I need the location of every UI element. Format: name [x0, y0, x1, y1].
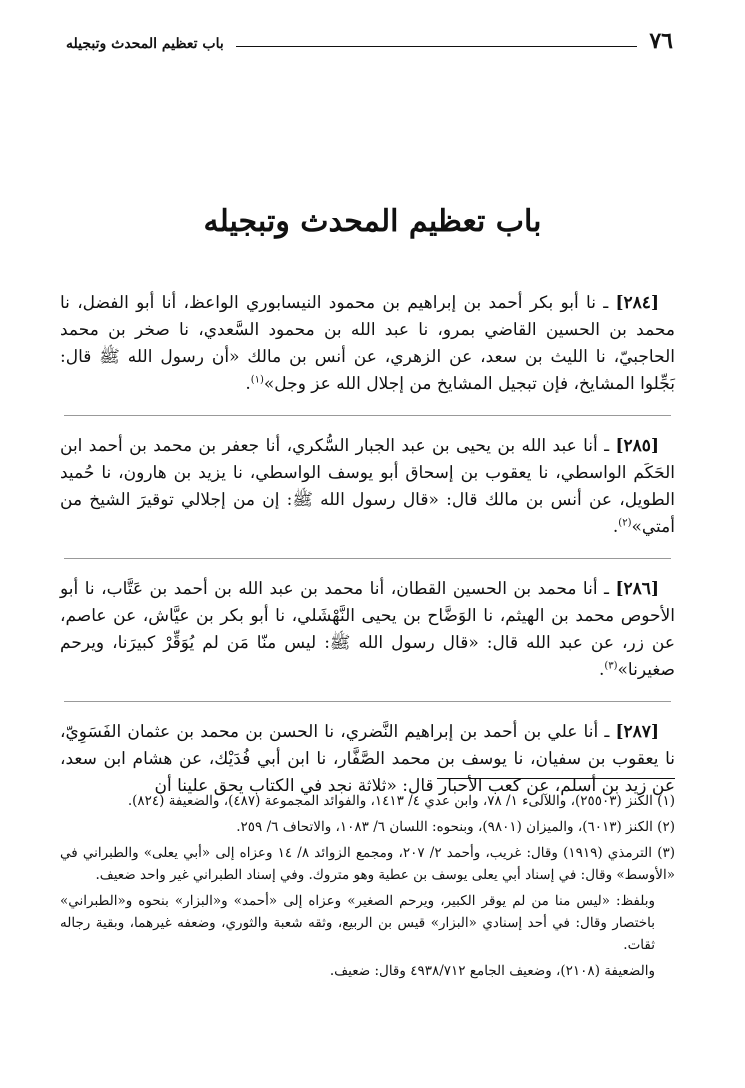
- hadith-list: [60, 290, 675, 817]
- header-rule: [236, 46, 638, 47]
- footnote-ref: (٢): [618, 517, 632, 529]
- hadith-text: ـ نا أبو بكر أحمد بن إبراهيم بن محمود النيسابوري الواعظ، أنا أبو الفضل، نا محمد بن الحسين القاضي بمرو، نا عبد الله بن محمود السَّعدي، نا صخر بن محمد الحاجبيّ، نا الليث بن سعد، عن الزهري، عن أنس بن مالك «أن رسول الله ﷺ قال: بَجِّلوا المشايخ، فإن تبجيل المشايخ من إجلال الله عز وجل»: [60, 293, 675, 394]
- footnote-3-continued: والضعيفة (٢١٠٨)، وضعيف الجامع ٤٩٣٨/٧١٢ وقال: ضعيف.: [329, 963, 655, 979]
- footnote-separator: [437, 778, 675, 779]
- hadith-284: [٢٨٤] ـ نا أبو بكر أحمد بن إبراهيم بن محمود النيسابوري الواعظ، أنا أبو الفضل، نا محمد بن الحسين القاضي بمرو، نا عبد الله بن محمود السَّعدي، نا صخر بن محمد الحاجبيّ، نا الليث بن سعد، عن الزهري، عن أنس بن مالك «أن رسول الله ﷺ قال: بَجِّلوا المشايخ، فإن تبجيل المشايخ من إجلال الله عز وجل»$^{(١)}$.: [60, 293, 675, 394]
- running-title: باب تعظيم المحدث وتبجيله: [66, 36, 224, 52]
- footnote-3: (٣) الترمذي (١٩١٩) وقال: غريب، وأحمد ٢/ ٢٠٧، ومجمع الزوائد ٨/ ١٤ وعزاه إلى «أبي يعلى» والطبراني في «الأوسط» وقال: في إسناد أبي يعلى يوسف بن عطية وهو متروك. وفي إسناد الطبراني غير واحد ضعيف.: [60, 845, 676, 883]
- section-divider: [64, 558, 671, 560]
- footnote-2: (٢) الكنز (٦٠١٣)، والميزان (٩٨٠١)، وبنحوه: اللسان ٦/ ١٠٨٣، والاتحاف ٦/ ٢٥٩.: [236, 819, 675, 835]
- hadith-text: ـ أنا علي بن أحمد بن إبراهيم النَّضري، نا الحسن بن محمد بن عثمان الفَسَوِيّ، نا يعقوب بن سفيان، نا يوسف بن محمد الصَّفَّار، نا ابن أبي فُدَيْك، عن هشام ابن سعد، عن زيد بن أسلم، عن كعب الأحبار قال: «ثلاثة نجد في الكتاب يحق علينا أن: [60, 722, 675, 796]
- running-header: [66, 30, 673, 52]
- footnote-ref: (٣): [604, 660, 618, 672]
- footnote-1: (١) الكنز (٢٥٥٠٣)، واللآلىء ١/ ٧٨، وابن عدي ٤/ ١٤١٣، والفوائد المجموعة (٤٨٧)، والضعيفة (٨٢٤).: [127, 793, 675, 809]
- footnote-3-continued: وبلفظ: «ليس منا من لم يوقر الكبير، ويرحم الصغير» وعزاه إلى «أحمد» و«البزار» بنحوه و«الطبراني» باختصار وقال: في أحد إسنادي «البزار» قيس بن الربيع، وثقه شعبة والثوري، وضعفه غيرهما، وبقية رجاله ثقات.: [60, 893, 655, 953]
- hadith-287: [60, 719, 675, 800]
- hadith-number: [٢٨٧]: [615, 722, 659, 742]
- footnotes: [60, 790, 675, 986]
- hadith-number: [٢٨٦]: [615, 579, 659, 599]
- hadith-286: [٢٨٦] ـ أنا محمد بن الحسين القطان، أنا محمد بن عبد الله بن أحمد بن عَتَّاب، نا أبو الأحوص محمد بن الهيثم، نا الوَضَّاح بن يحيى النَّهْشَلي، نا أبو بكر بن عيَّاش، عن عاصم، عن زر، عن عبد الله قال: «قال رسول الله ﷺ: ليس منّا مَن لم يُوَقِّرْ كبيرَنا، ويرحم صغيرنا»$^{(٣)}$.: [60, 579, 675, 680]
- hadith-text: ـ أنا محمد بن الحسين القطان، أنا محمد بن عبد الله بن أحمد بن عَتَّاب، نا أبو الأحوص محمد بن الهيثم، نا الوَضَّاح بن يحيى النَّهْشَلي، نا أبو بكر بن عيَّاش، عن عاصم، عن زر، عن عبد الله قال: «قال رسول الله ﷺ: ليس منّا مَن لم يُوَقِّرْ كبيرَنا، ويرحم صغيرنا»: [60, 579, 675, 680]
- hadith-285: [٢٨٥] ـ أنا عبد الله بن يحيى بن عبد الجبار السُّكري، أنا جعفر بن محمد بن أحمد ابن الحَكَم الواسطي، نا يعقوب بن إسحاق أبو يوسف الواسطي، نا يزيد بن هارون، نا حُميد الطويل، عن أنس بن مالك قال: «قال رسول الله ﷺ: إن من إجلالي توقيرَ الشيخ من أمتي»$^{(٢)}$.: [60, 436, 675, 537]
- page-number: ٧٦: [649, 28, 673, 54]
- hadith-number: [٢٨٤]: [615, 293, 659, 313]
- section-divider: [64, 701, 671, 703]
- hadith-text: ـ أنا عبد الله بن يحيى بن عبد الجبار السُّكري، أنا جعفر بن محمد بن أحمد ابن الحَكَم الواسطي، نا يعقوب بن إسحاق أبو يوسف الواسطي، نا يزيد بن هارون، نا حُميد الطويل، عن أنس بن مالك قال: «قال رسول الله ﷺ: إن من إجلالي توقيرَ الشيخ من أمتي»: [60, 436, 675, 537]
- footnote-ref: (١): [250, 374, 264, 386]
- hadith-number: [٢٨٥]: [615, 436, 659, 456]
- chapter-title: باب تعظيم المحدث وتبجيله: [203, 204, 542, 239]
- section-divider: [64, 415, 671, 417]
